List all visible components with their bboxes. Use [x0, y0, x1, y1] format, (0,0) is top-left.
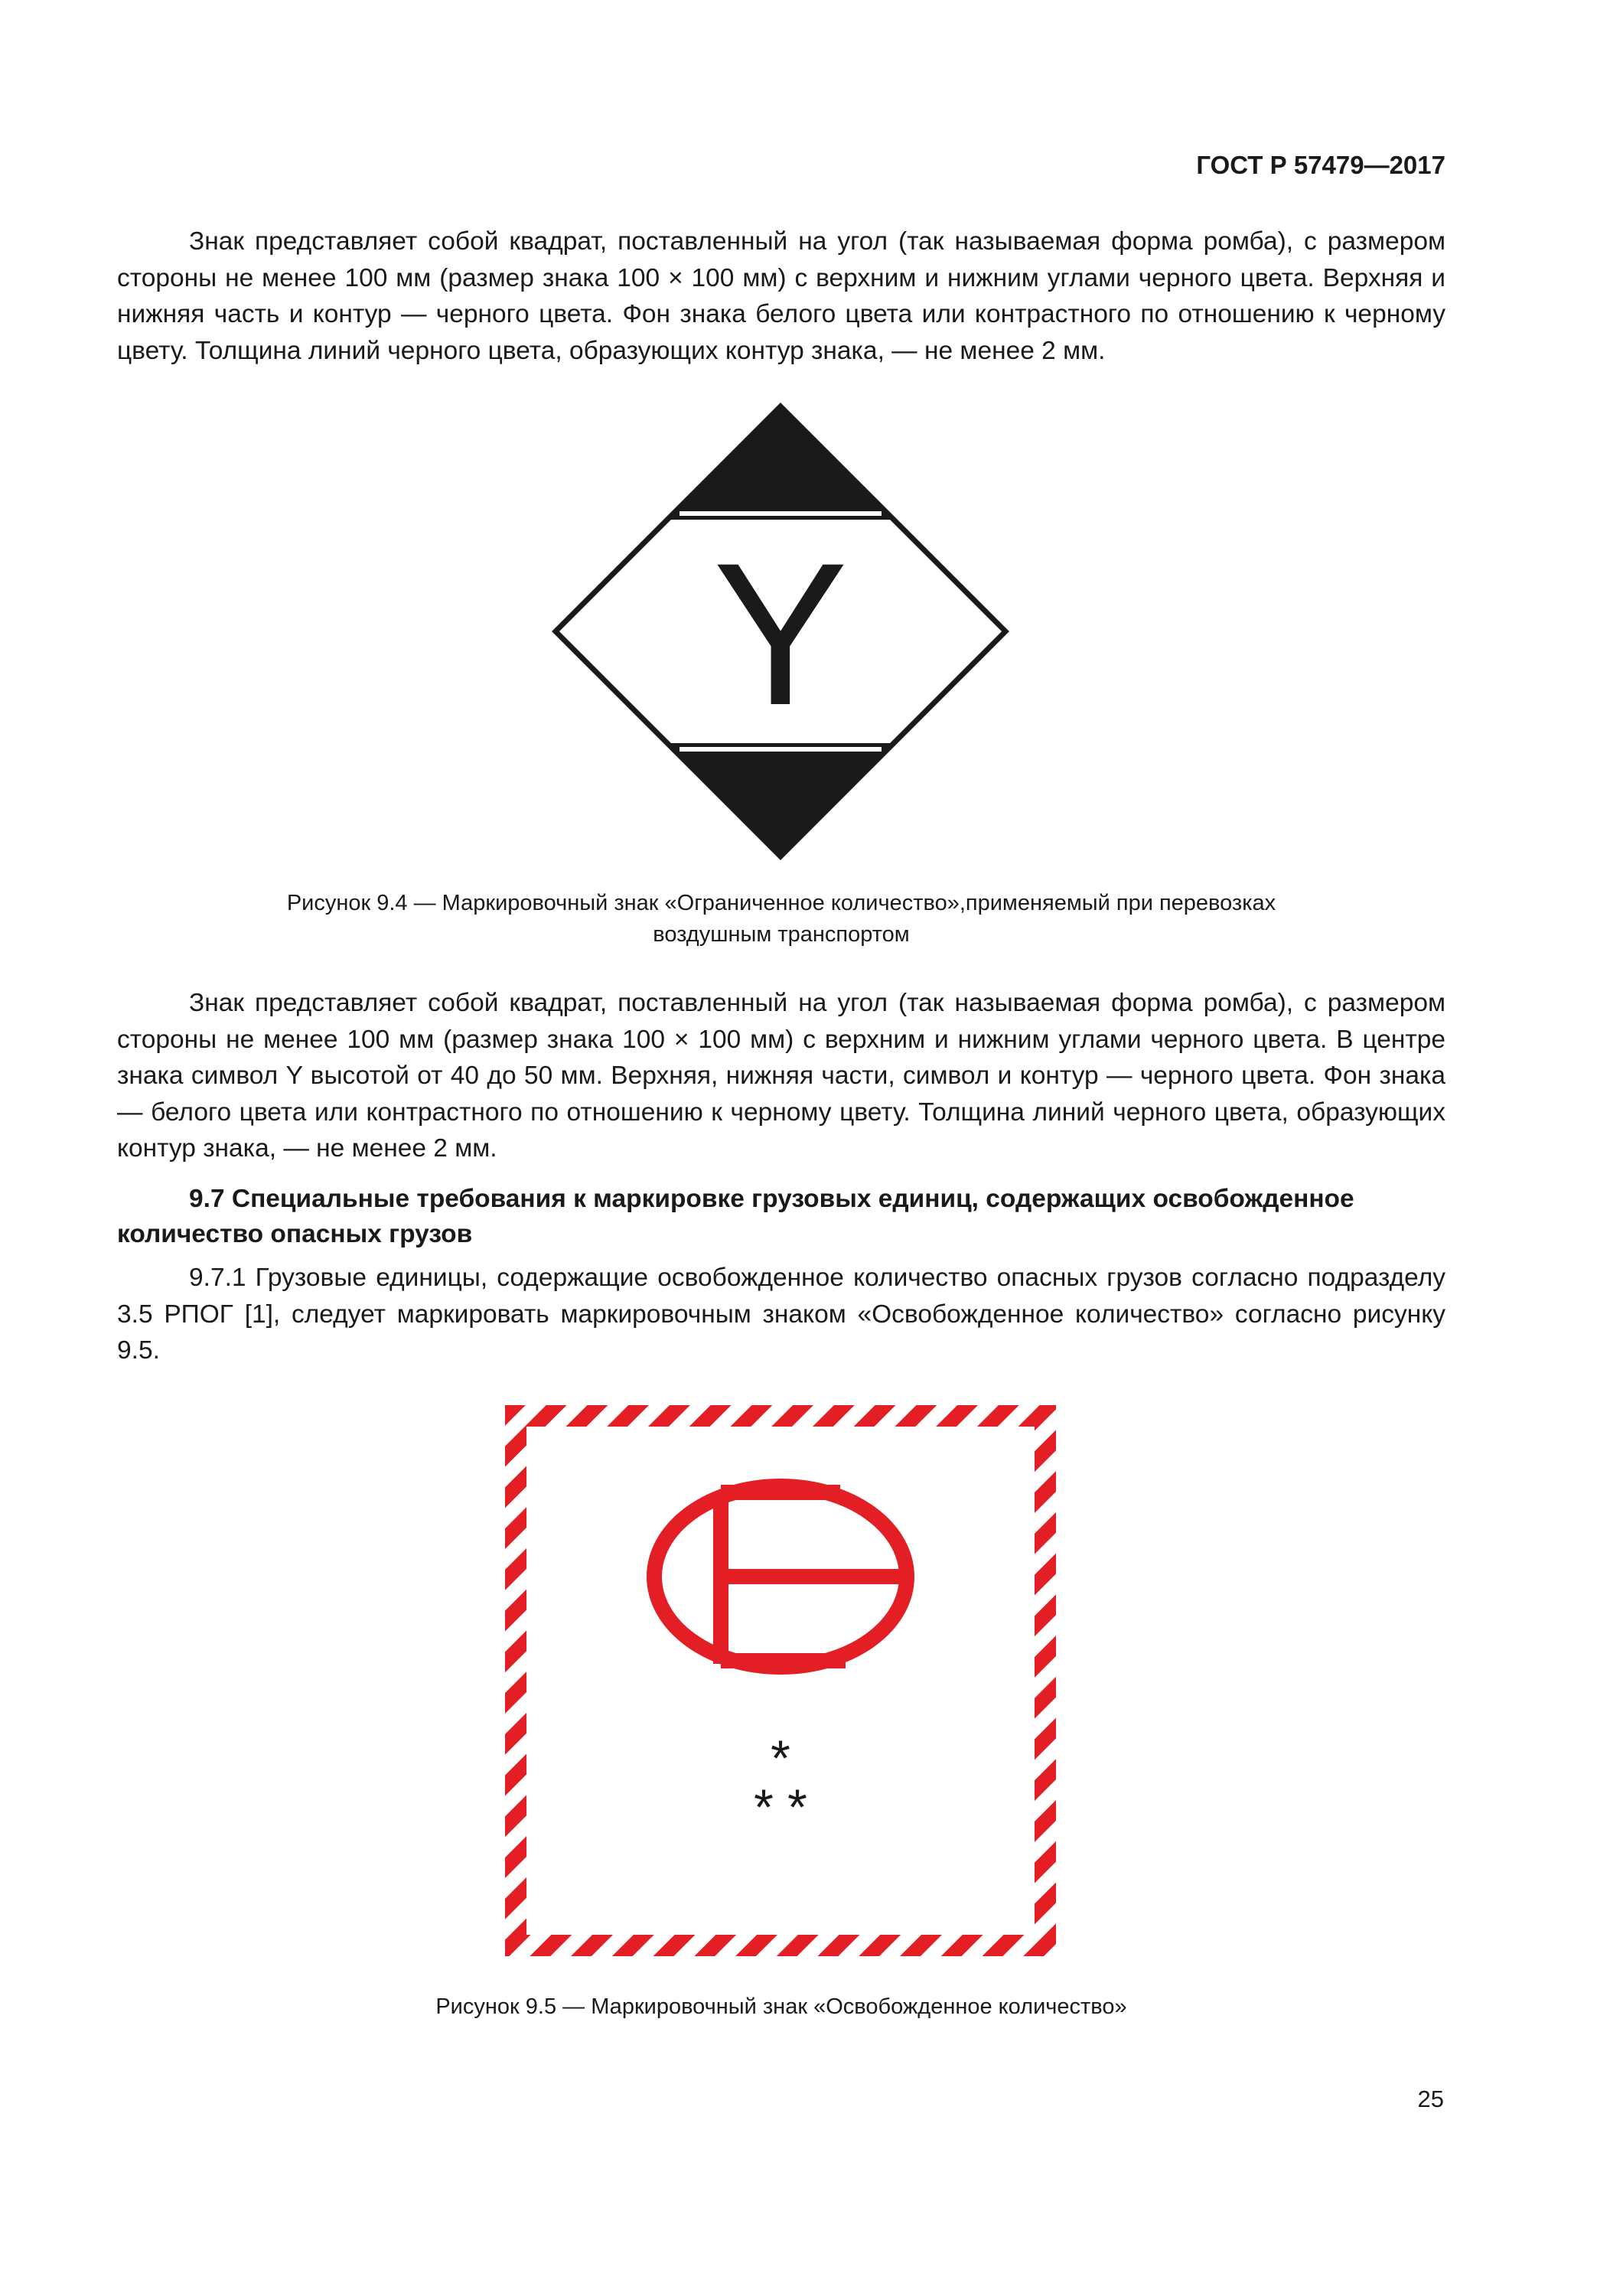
- paragraph-sign-description-2: Знак представляет собой квадрат, поставленный на угол (так называемая форма ромба), с размером стороны не менее 100 мм (размер знака 100 × 100 мм) с верхним и нижним углами черного цвета. В центре знака символ Y высотой от 40 до 50 мм. Верхняя, нижняя части, символ и контур — черного цвета. Фон знака — белого цвета или контрастного по отношению к черному цвету. Толщина линий черного цвета, образующих контур знака, — не менее 2 мм.: [117, 989, 1445, 1163]
- limited-quantity-air-sign: [551, 402, 1010, 861]
- paragraph-sign-description-1: Знак представляет собой квадрат, поставленный на угол (так называемая форма ромба), с размером стороны не менее 100 мм (размер знака 100 × 100 мм) с верхним и нижним углами черного цвета. Верхняя и нижняя часть и контур — черного цвета. Фон знака белого цвета или контрастного по отношению к черному цвету. Толщина линий черного цвета, образующих контур знака, — не менее 2 мм.: [117, 227, 1445, 365]
- sign-asterisk-top: *: [771, 1730, 790, 1786]
- figure-9-4-caption-line2: воздушным транспортом: [653, 922, 910, 947]
- figure-9-5-caption: Рисунок 9.5 — Маркировочный знак «Освобожденное количество»: [435, 1994, 1127, 2019]
- sign-y-symbol: Y: [712, 521, 849, 748]
- figure-9-4-caption-line1: Рисунок 9.4 — Маркировочный знак «Ограниченное количество»,применяемый при перевозках: [286, 891, 1276, 915]
- sign-top-black-corner: [666, 405, 895, 520]
- excepted-quantity-sign: [505, 1405, 1056, 1956]
- document-standard-number: ГОСТ Р 57479—2017: [1196, 151, 1445, 179]
- paragraph-9-7-1: 9.7.1 Грузовые единицы, содержащие освобожденное количество опасных грузов согласно подразделу 3.5 РПОГ [1], следует маркировать маркировочным знаком «Освобожденное количество» согласно рисунку 9.5.: [117, 1264, 1445, 1365]
- sign-asterisk-bottom: * *: [754, 1779, 807, 1835]
- sign-bottom-black-corner: [666, 743, 895, 858]
- section-heading-9-7: 9.7 Специальные требования к маркировке грузовых единиц, содержащих освобожденное количество опасных грузов: [117, 1185, 1354, 1248]
- page-number: 25: [1417, 2086, 1444, 2112]
- figure-9-4-caption: [117, 888, 1445, 951]
